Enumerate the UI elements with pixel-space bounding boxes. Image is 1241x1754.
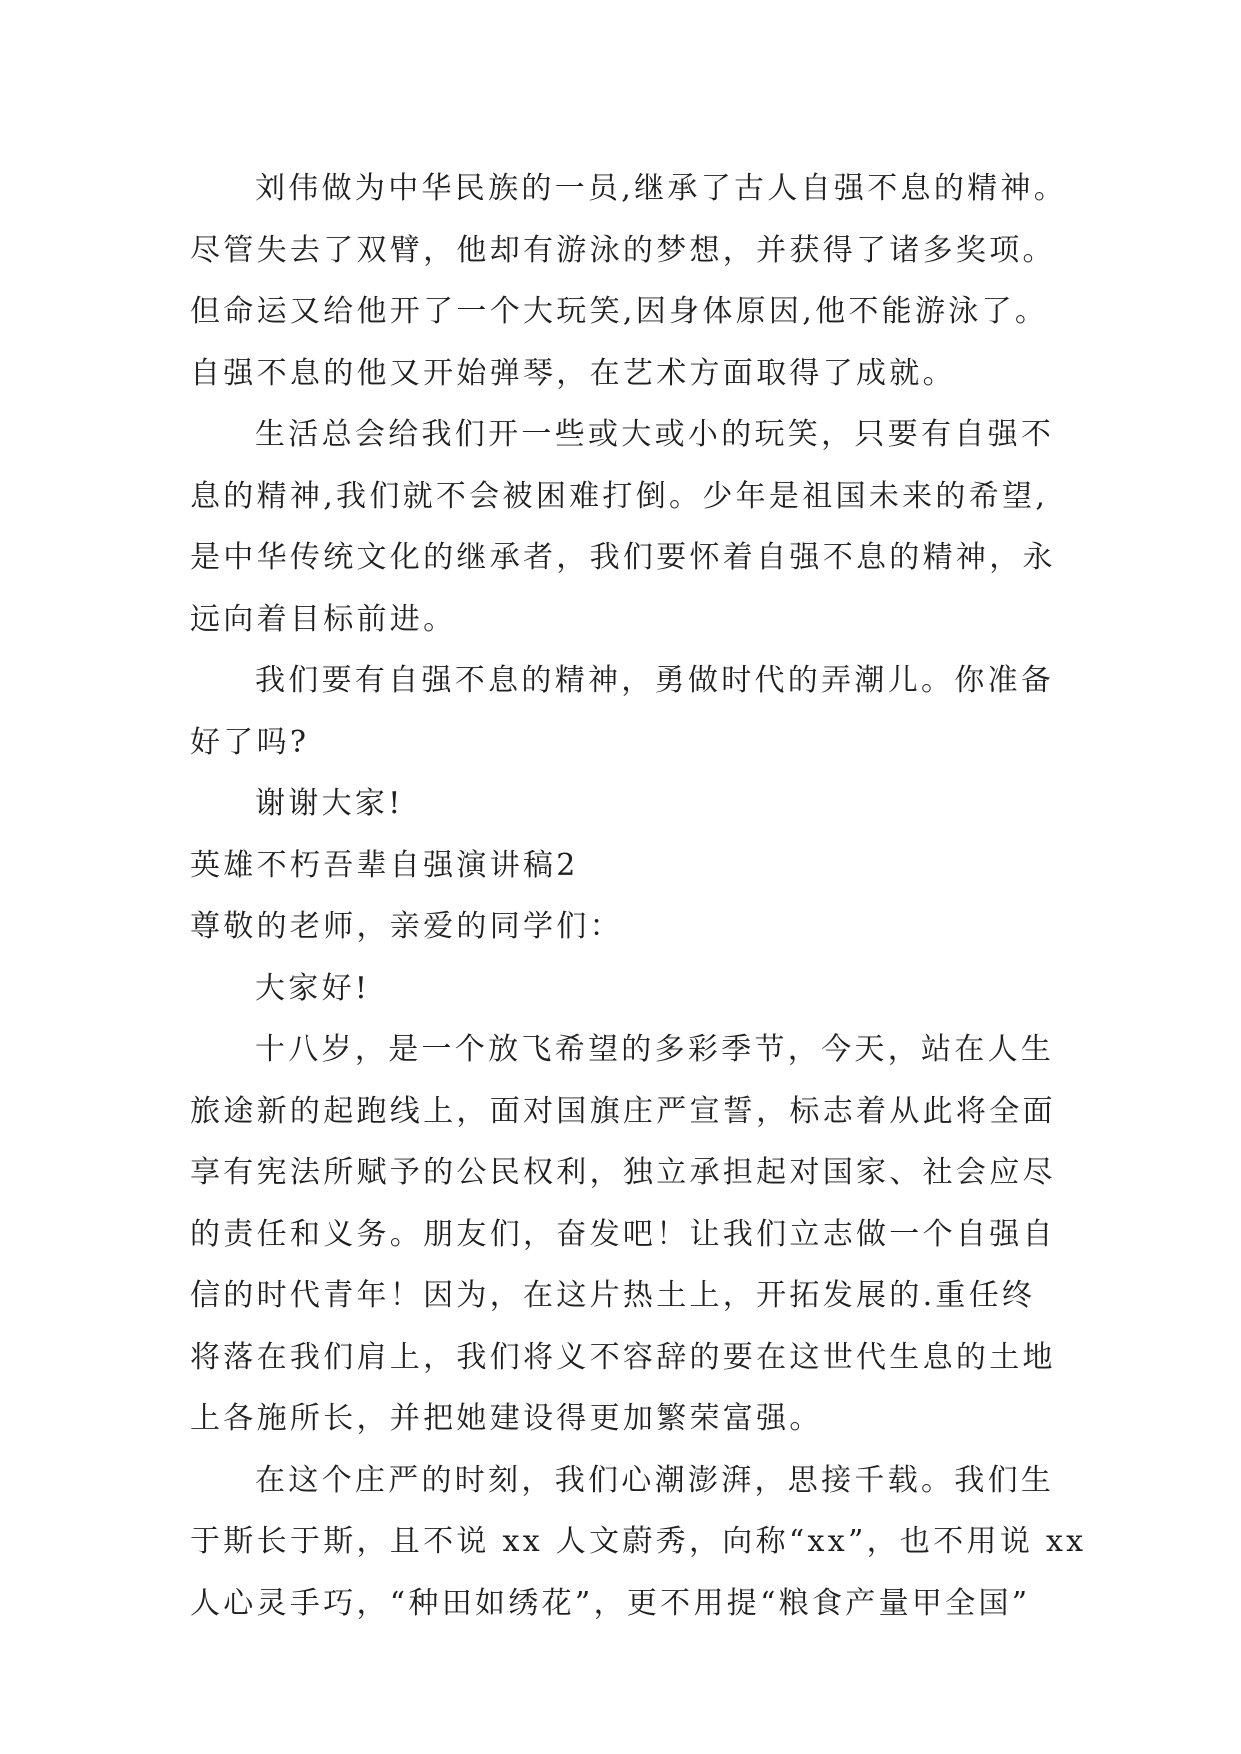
text-line: 在这个庄严的时刻，我们心潮澎湃，思接千载。我们生 (255, 1462, 1055, 1498)
text-line: 信的时代青年！因为，在这片热土上，开拓发展的.重任终 (190, 1278, 1036, 1313)
section-heading: 英雄不朽吾辈自强演讲稿2 (190, 847, 579, 883)
text-line: 十八岁，是一个放飞希望的多彩季节，今天，站在人生 (255, 1032, 1055, 1067)
salutation: 尊敬的老师，亲爱的同学们： (190, 909, 623, 944)
text-line: 自强不息的他又开始弹琴，在艺术方面取得了成就。 (190, 355, 956, 391)
text-line: 息的精神,我们就不会被困难打倒。少年是祖国未来的希望, (190, 478, 1049, 514)
text-line: 将落在我们肩上，我们将义不容辞的要在这世代生息的土地 (190, 1339, 1056, 1375)
text-line: 好了吗? (190, 724, 310, 760)
text-line: 的责任和义务。朋友们，奋发吧！让我们立志做一个自强自 (190, 1216, 1056, 1252)
text-line: 于斯长于斯，且不说 xx 人文蔚秀，向称“xx”，也不用说 xx (190, 1524, 1087, 1559)
text-line: 生活总会给我们开一些或大或小的玩笑，只要有自强不 (255, 417, 1055, 452)
text-line: 谢谢大家! (255, 786, 404, 821)
text-line: 上各施所长，并把她建设得更加繁荣富强。 (190, 1401, 823, 1436)
text-line: 旅途新的起跑线上，面对国旗庄严宣誓，标志着从此将全面 (190, 1093, 1056, 1129)
text-line: 远向着目标前进。 (190, 601, 457, 637)
text-line: 享有宪法所赋予的公民权利，独立承担起对国家、社会应尽 (190, 1155, 1056, 1190)
text-line: 尽管失去了双臂，他却有游泳的梦想，并获得了诸多奖项。 (190, 232, 1056, 268)
text-line: 刘伟做为中华民族的一员,继承了古人自强不息的精神。 (255, 171, 1068, 206)
greeting: 大家好! (255, 970, 371, 1006)
text-line: 人心灵手巧，“种田如绣花”，更不用提“粮食产量甲全国” (190, 1585, 1031, 1621)
document-body (190, 158, 1090, 1634)
text-line: 我们要有自强不息的精神，勇做时代的弄潮儿。你准备 (255, 663, 1055, 698)
text-line: 但命运又给他开了一个大玩笑,因身体原因,他不能游泳了。 (190, 294, 1049, 329)
text-line: 是中华传统文化的继承者，我们要怀着自强不息的精神，永 (190, 540, 1056, 575)
